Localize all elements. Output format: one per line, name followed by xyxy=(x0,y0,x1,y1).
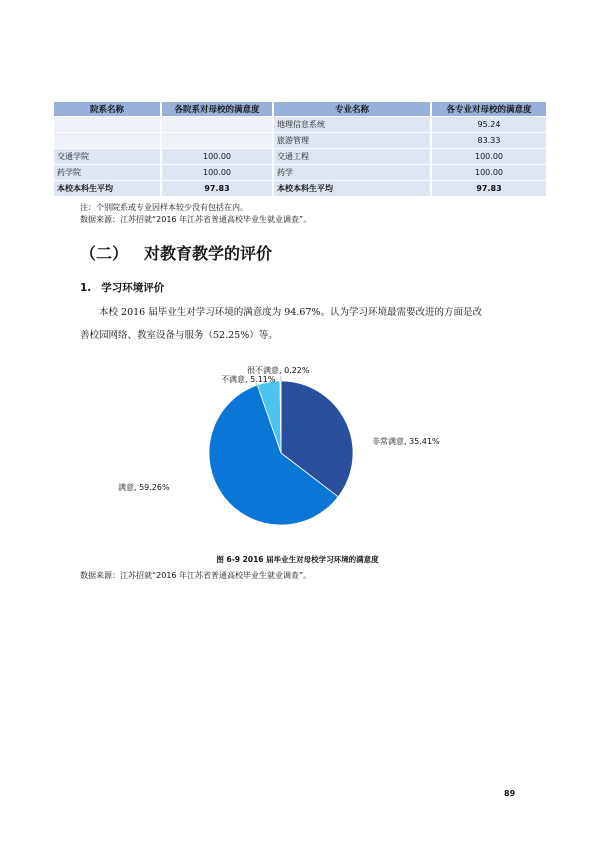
slice-label-very-dissatisfied: 很不满意, 0.22% xyxy=(247,366,310,375)
table-cell: 100.00 xyxy=(162,149,272,164)
table-cell: 100.00 xyxy=(162,165,272,180)
table-cell xyxy=(54,117,160,132)
col-header-dept-satisfaction: 各院系对母校的满意度 xyxy=(162,102,272,116)
table-cell: 药学院 xyxy=(54,165,160,180)
figure-caption: 图 6-9 2016 届毕业生对母校学习环境的满意度 xyxy=(216,555,379,564)
col-header-major: 专业名称 xyxy=(274,102,430,116)
section-title: 对教育教学的评价 xyxy=(144,244,273,263)
table-row xyxy=(54,117,546,132)
table-row xyxy=(54,133,546,148)
table-cell: 旅游管理 xyxy=(274,133,430,148)
satisfaction-table xyxy=(52,101,548,197)
slice-label-very-satisfied: 非常满意, 35.41% xyxy=(372,437,440,446)
page-number: 89 xyxy=(504,789,516,798)
table-row xyxy=(54,165,546,180)
table-cell: 药学 xyxy=(274,165,430,180)
table-cell: 交通工程 xyxy=(274,149,430,164)
col-header-department: 院系名称 xyxy=(54,102,160,116)
paragraph-line-1: 本校 2016 届毕业生对学习环境的满意度为 94.67%。认为学习环境最需要改进的方面是改 xyxy=(99,307,482,318)
table-cell xyxy=(54,133,160,148)
paragraph-line-2: 善校园网络、教室设备与服务（52.25%）等。 xyxy=(80,330,278,341)
table-cell xyxy=(162,133,272,148)
section-number: （二） xyxy=(80,244,129,263)
subsection-heading xyxy=(80,280,164,295)
table-source: 数据来源：江苏招就“2016 年江苏省普通高校毕业生就业调查”。 xyxy=(80,215,312,224)
table-header-row xyxy=(54,102,546,116)
section-heading xyxy=(80,241,272,264)
table-cell: 97.83 xyxy=(432,181,546,196)
table-cell: 本校本科生平均 xyxy=(54,181,160,196)
table-cell: 交通学院 xyxy=(54,149,160,164)
table-cell: 地理信息系统 xyxy=(274,117,430,132)
table-cell: 83.33 xyxy=(432,133,546,148)
table-row-average xyxy=(54,181,546,196)
figure-source: 数据来源：江苏招就“2016 年江苏省普通高校毕业生就业调查”。 xyxy=(80,571,312,580)
col-header-major-satisfaction: 各专业对母校的满意度 xyxy=(432,102,546,116)
table-cell: 本校本科生平均 xyxy=(274,181,430,196)
table-cell xyxy=(162,117,272,132)
table-cell: 100.00 xyxy=(432,165,546,180)
table-note: 注：个别院系或专业因样本较少没有包括在内。 xyxy=(80,203,248,212)
table-row xyxy=(54,149,546,164)
subsection-title: 学习环境评价 xyxy=(101,282,165,294)
table-cell: 97.83 xyxy=(162,181,272,196)
slice-label-satisfied: 满意, 59.26% xyxy=(118,483,170,492)
pie-chart xyxy=(0,355,595,550)
subsection-number: 1. xyxy=(80,282,92,294)
slice-label-dissatisfied: 不满意, 5.11% xyxy=(221,375,276,384)
table-cell: 95.24 xyxy=(432,117,546,132)
table-cell: 100.00 xyxy=(432,149,546,164)
